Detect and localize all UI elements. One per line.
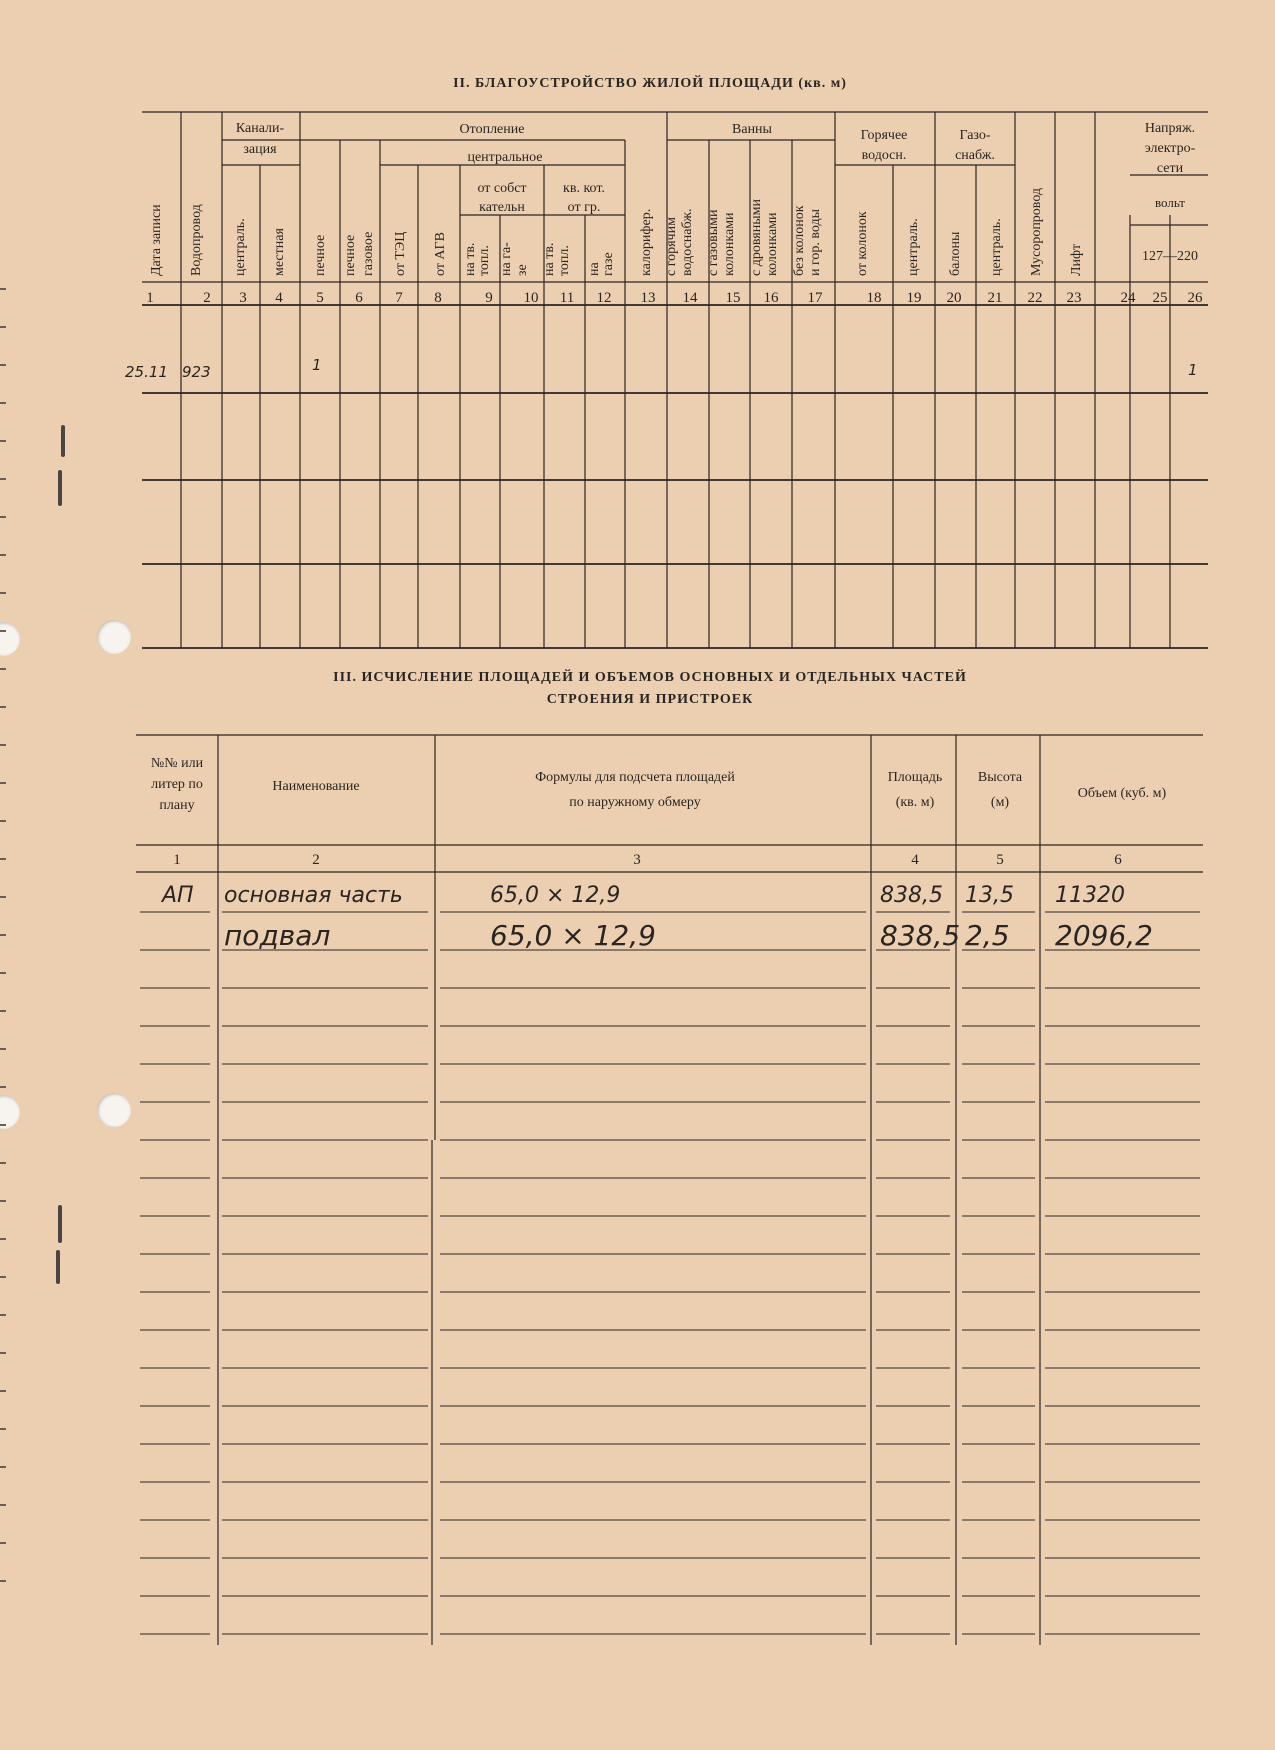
column-number: 2 (312, 852, 320, 868)
column-number: 4 (275, 290, 283, 306)
s3-col3-b: по наружному обмеру (569, 795, 701, 810)
vertical-header-label: централь. (233, 218, 248, 276)
handwritten-formula: 65,0 × 12,9 (490, 919, 656, 952)
margin-tick (0, 1580, 6, 1582)
staple-mark (56, 1250, 60, 1284)
column-number: 3 (633, 852, 641, 868)
vertical-header-label: печное (313, 234, 328, 276)
vertical-header-label: Мусоропровод (1029, 187, 1044, 276)
margin-tick (0, 972, 6, 974)
s3-col2: Наименование (272, 779, 360, 794)
vertical-header-label: без колонок (792, 205, 807, 276)
margin-tick (0, 1352, 6, 1354)
margin-tick (0, 1466, 6, 1468)
header-gaz: Газо- (959, 128, 991, 143)
hw-water: 923 (182, 363, 211, 381)
hw-date: 25.11 (125, 363, 168, 381)
margin-tick (0, 706, 6, 708)
column-number: 6 (355, 290, 363, 306)
margin-tick (0, 934, 6, 936)
header-vanny: Ванны (732, 122, 772, 137)
header-ot-sobst2: кательн (479, 200, 525, 215)
margin-tick (0, 1086, 6, 1088)
margin-tick (0, 1200, 6, 1202)
column-number: 2 (203, 290, 211, 306)
column-number: 20 (946, 290, 962, 306)
column-number: 7 (395, 290, 403, 306)
vertical-header-label: газовое (361, 231, 376, 276)
header-kanal: Канали- (235, 121, 285, 136)
margin-tick (0, 478, 6, 480)
vertical-header-label: топл. (477, 245, 492, 276)
margin-tick (0, 1238, 6, 1240)
column-number: 24 (1120, 290, 1136, 306)
column-number: 15 (725, 290, 741, 306)
margin-tick (0, 1010, 6, 1012)
vertical-header-label: печное (343, 234, 358, 276)
column-number: 1 (173, 852, 181, 868)
vertical-header-label: на (587, 262, 602, 276)
s3-col3-a: Формулы для подсчета площадей (535, 770, 735, 785)
column-number: 5 (996, 852, 1004, 868)
handwritten-volume: 2096,2 (1055, 919, 1153, 952)
margin-tick (0, 1124, 6, 1126)
header-kv-kot: кв. кот. (563, 181, 605, 196)
header-napr3: сети (1156, 161, 1184, 176)
column-number: 22 (1027, 290, 1043, 306)
margin-tick (0, 1276, 6, 1278)
vertical-header-label: Лифт (1069, 243, 1084, 276)
vertical-header-label: топл. (557, 245, 572, 276)
vertical-header-label: колонками (722, 212, 737, 276)
column-number: 8 (434, 290, 442, 306)
margin-tick (0, 1048, 6, 1050)
vertical-header-label: на тв. (463, 242, 478, 276)
handwritten-formula: 65,0 × 12,9 (490, 883, 621, 908)
margin-tick (0, 1542, 6, 1544)
hw-last: 1 (1188, 361, 1198, 379)
header-centralnoe: центральное (467, 150, 543, 165)
column-number: 4 (911, 852, 919, 868)
column-number: 26 (1187, 290, 1203, 306)
margin-tick (0, 820, 6, 822)
column-number: 13 (640, 290, 656, 306)
header-gor2: водосн. (861, 148, 907, 163)
s3-col5-b: (м) (990, 795, 1010, 810)
header-gaz2: снабж. (955, 148, 995, 163)
margin-tick (0, 440, 6, 442)
vertical-header-label: Дата записи (149, 204, 164, 276)
vertical-header-label: от колонок (855, 211, 870, 276)
margin-tick (0, 592, 6, 594)
margin-tick (0, 1314, 6, 1316)
s3-col1-c: плану (159, 798, 195, 813)
handwritten-volume: 11320 (1055, 883, 1125, 908)
header-volt: вольт (1155, 195, 1185, 210)
column-number: 14 (682, 290, 698, 306)
margin-tick (0, 1162, 6, 1164)
vertical-header-label: калорифер. (639, 208, 654, 276)
margin-tick (0, 1504, 6, 1506)
vertical-header-label: от АГВ (433, 232, 448, 276)
header-napr: Напряж. (1144, 121, 1196, 136)
column-number: 19 (906, 290, 922, 306)
column-number: 1 (146, 290, 154, 306)
s3-col5-a: Высота (977, 770, 1023, 785)
header-otoplenie: Отопление (459, 122, 525, 137)
column-number: 21 (987, 290, 1003, 306)
handwritten-area: 838,5 (880, 883, 943, 908)
header-ot-sobst: от собст (477, 181, 527, 196)
margin-tick (0, 896, 6, 898)
header-kanal2: зация (243, 142, 277, 157)
section2-table (0, 0, 1275, 680)
margin-tick (0, 364, 6, 366)
header-gor: Горячее (860, 128, 908, 143)
header-volt-value: 127—220 (1142, 249, 1198, 264)
margin-tick (0, 516, 6, 518)
s3-col6: Объем (куб. м) (1077, 786, 1167, 801)
s3-col1-a: №№ или (150, 756, 204, 771)
s3-col4-a: Площадь (887, 770, 943, 785)
vertical-header-label: газе (601, 252, 616, 276)
handwritten-name: основная часть (224, 883, 403, 908)
handwritten-height: 2,5 (965, 919, 1010, 952)
section3-title-line1: III. ИСЧИСЛЕНИЕ ПЛОЩАДЕЙ И ОБЪЕМОВ ОСНОВНЫХ И ОТДЕЛЬНЫХ ЧАСТЕЙ (333, 670, 967, 685)
margin-tick (0, 1390, 6, 1392)
margin-tick (0, 744, 6, 746)
handwritten-lit: АП (162, 883, 194, 908)
s3-col1-b: литер по (151, 777, 203, 792)
s3-col4-b: (кв. м) (895, 795, 935, 810)
handwritten-height: 13,5 (965, 883, 1014, 908)
vertical-header-label: Водопровод (189, 204, 204, 276)
vertical-header-label: местная (272, 228, 287, 276)
handwritten-name: подвал (224, 919, 331, 952)
vertical-header-label: на га- (499, 242, 514, 276)
vertical-header-label: зе (515, 264, 530, 276)
vertical-header-label: водоснабж. (680, 208, 695, 276)
margin-tick (0, 630, 6, 632)
vertical-header-label: с газовыми (706, 209, 721, 276)
vertical-header-label: и гор. воды (808, 208, 823, 276)
section2-title: II. БЛАГОУСТРОЙСТВО ЖИЛОЙ ПЛОЩАДИ (кв. м) (453, 76, 847, 91)
vertical-header-label: балоны (948, 231, 963, 276)
staple-mark (58, 1205, 62, 1243)
vertical-header-label: централь. (906, 218, 921, 276)
vertical-header-label: с горячим (664, 217, 679, 276)
vertical-header-label: от ТЭЦ (393, 231, 408, 276)
header-napr2: электро- (1144, 141, 1196, 156)
margin-tick (0, 858, 6, 860)
column-number: 17 (807, 290, 823, 306)
vertical-header-label: на тв. (542, 242, 557, 276)
column-number: 5 (316, 290, 324, 306)
column-number: 23 (1066, 290, 1082, 306)
column-number: 6 (1114, 852, 1122, 868)
hw-pechnoe: 1 (312, 356, 322, 374)
margin-tick (0, 782, 6, 784)
column-number: 25 (1152, 290, 1168, 306)
margin-tick (0, 402, 6, 404)
vertical-header-label: с дровяными (749, 199, 764, 276)
punch-hole (97, 1093, 131, 1127)
column-number: 3 (239, 290, 247, 306)
column-number: 16 (763, 290, 779, 306)
header-kv-kot2: от гр. (567, 200, 601, 215)
handwritten-area: 838,5 (880, 919, 961, 952)
column-number: 12 (596, 290, 612, 306)
column-number: 11 (559, 290, 575, 306)
vertical-header-label: колонками (765, 212, 780, 276)
section3-title-line2: СТРОЕНИЯ И ПРИСТРОЕК (546, 692, 754, 707)
margin-tick (0, 668, 6, 670)
column-number: 9 (485, 290, 493, 306)
vertical-header-label: централь. (989, 218, 1004, 276)
margin-tick (0, 554, 6, 556)
column-number: 10 (523, 290, 539, 306)
margin-tick (0, 288, 6, 290)
margin-tick (0, 326, 6, 328)
column-number: 18 (866, 290, 882, 306)
margin-tick (0, 1428, 6, 1430)
